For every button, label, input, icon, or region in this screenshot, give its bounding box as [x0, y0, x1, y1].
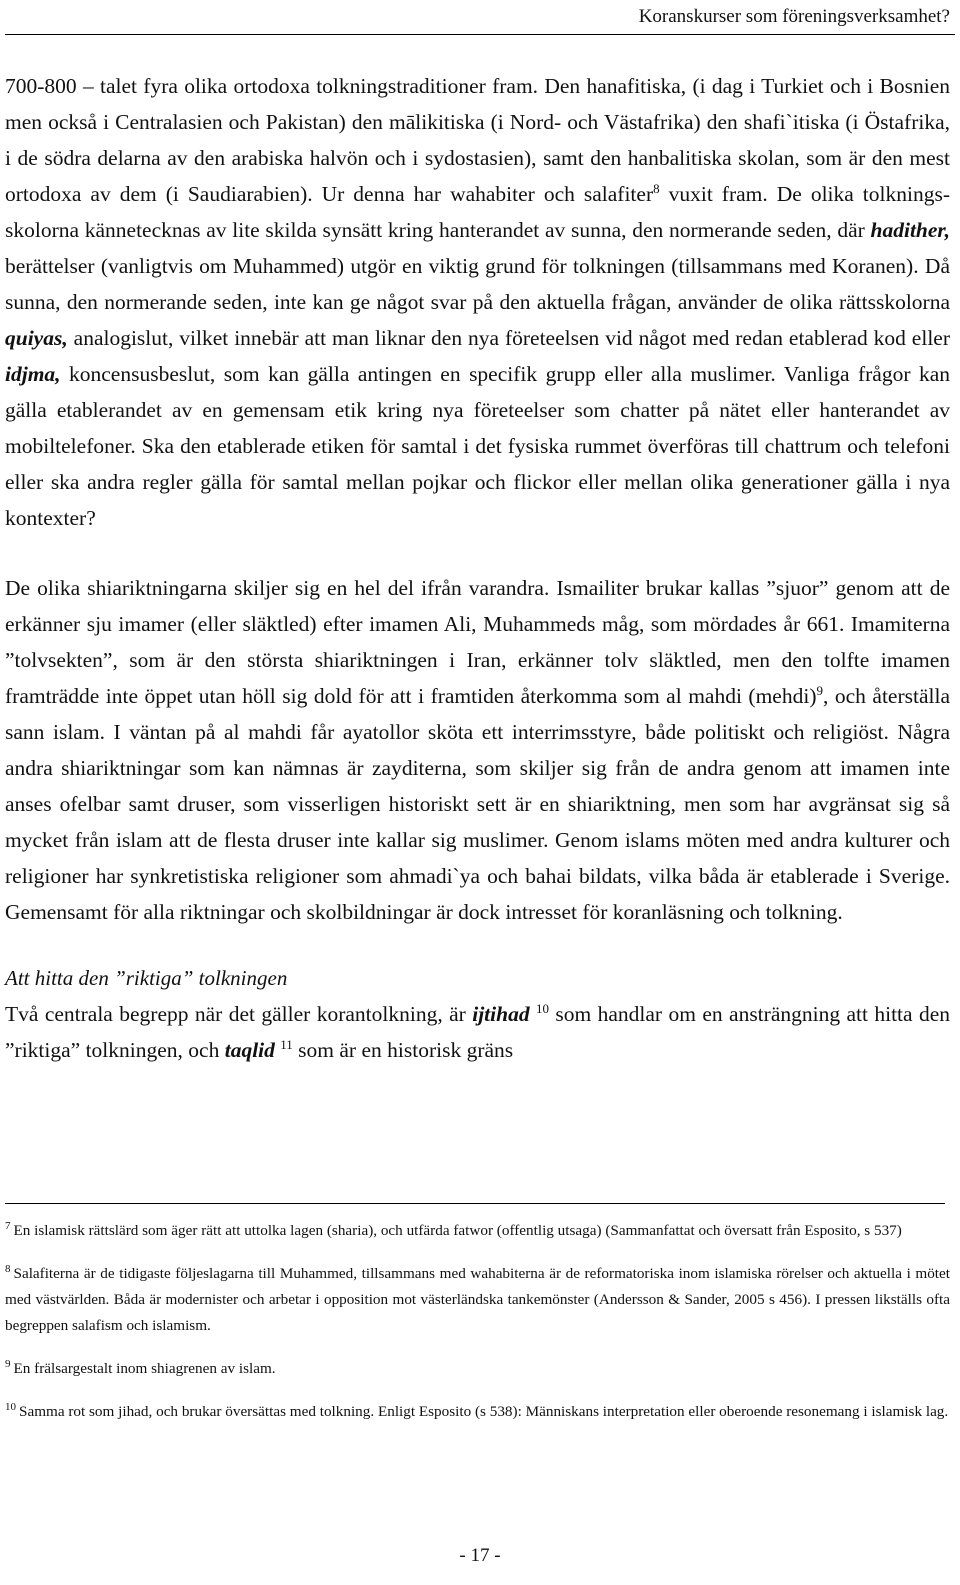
paragraph-2 [5, 570, 950, 930]
text-run: De olika shiariktningarna skiljer sig en hel del ifrån varandra. Ismailiter brukar kallas ”sjuor” genom att de erkänner sju imamer (eller släktled) efter imamen Ali, Muhammeds måg, som mördades år 661. Imamiterna ”tolvsekten”, som är den största shiariktningen i Iran, erkänner tolv släktled, men den tolfte imamen framträdde inte öppet utan höll sig dold för att i framtiden återkomma som al mahdi (mehdi) [5, 576, 950, 708]
paragraph-gap [5, 536, 950, 570]
term-hadither: hadither, [870, 218, 950, 242]
header-rule [5, 34, 955, 35]
footnote-10 [5, 1399, 950, 1425]
text-run: som är en historisk gräns [292, 1038, 514, 1062]
running-header: Koranskurser som föreningsverksamhet? [638, 6, 950, 27]
footnote-number: 9 [5, 1357, 11, 1370]
footnote-number: 10 [5, 1400, 16, 1413]
footnote-number: 8 [5, 1262, 11, 1275]
footnote-text: En frälsargestalt inom shiagrenen av islam. [13, 1360, 276, 1377]
term-ijtihad: ijtihad [472, 1002, 530, 1026]
footnote-9 [5, 1356, 950, 1382]
footnote-text: En islamisk rättslärd som äger rätt att uttolka lagen (sharia), och utfärda fatwor (offentlig utsaga) (Sammanfattat och översatt från Esposito, s 537) [13, 1222, 902, 1239]
text-run: analogislut, vilket innebär att man liknar den nya företeelsen vid något med redan etablerad kod eller [67, 326, 950, 350]
footnote-7 [5, 1218, 950, 1244]
text-run: koncensusbeslut, som kan gälla antingen en specifik grupp eller alla muslimer. Vanliga frågor kan gälla etablerandet av en gemensam etik kring nya företeelser som chatter på nätet eller hanterandet av mobiltelefoner. Ska den etablerade etiken för samtal i det fysiska rummet överföras till chattrum och telefoni eller ska andra regler gälla för samtal mellan pojkar och flickor eller mellan olika generationer gälla i nya kontexter? [5, 362, 950, 530]
footnote-text: Salafiterna är de tidigaste följeslagarna till Muhammed, tillsammans med wahabiterna är de reformatoriska inom islamiska rörelser och aktuella i mötet med västvärlden. Båda är modernister och arbetar i opposition mot västerländska tankemönster (Andersson & Sander, 2005 s 456). I pressen likställs ofta begreppen salafism och islamism. [5, 1265, 950, 1334]
page-number: - 17 - [459, 1545, 501, 1566]
section-heading: Att hitta den ”riktiga” tolkningen [5, 966, 288, 990]
text-run: 700-800 – talet fyra olika ortodoxa tolkningstraditioner fram. Den hanafitiska, (i dag i Turkiet och i Bosnien men också i Centralasien och Pakistan) den mālikitiska (i Nord- och Västafrika) den shafi`itiska (i Östafrika, i de södra delarna av den arabiska halvön och i sydostasien), samt den hanbalitiska skolan, som är den mest ortodoxa av dem (i Saudiarabien). Ur denna har wahabiter och salafiter [5, 74, 950, 206]
term-taqlid: taqlid [224, 1038, 275, 1062]
text-run: vuxit fram. De olika tolknings-skolorna kännetecknas av lite skilda synsätt kring hanterandet av sunna, den normerande seden, där [5, 182, 950, 242]
paragraph-3 [5, 996, 950, 1068]
term-idjma: idjma, [5, 362, 61, 386]
footnote-ref-11: 11 [280, 1036, 293, 1052]
term-quiyas: quiyas, [5, 326, 68, 350]
footnote-ref-8: 8 [653, 180, 660, 196]
text-run: Två centrala begrepp när det gäller korantolkning, är [5, 1002, 473, 1026]
footnote-8 [5, 1261, 950, 1339]
footnote-number: 7 [5, 1219, 11, 1232]
footnote-text: Samma rot som jihad, och brukar översättas med tolkning. Enligt Esposito (s 538): Människans interpretation eller oberoende resonemang i islamisk lag. [19, 1403, 949, 1420]
footnotes [5, 1218, 950, 1442]
text-run: berättelser (vanligtvis om Muhammed) utgör en viktig grund för tolkningen (tillsammans med Koranen). Då sunna, den normerande seden, inte kan ge något svar på den aktuella frågan, använder de olika rättsskolorna [5, 254, 950, 314]
body-text [5, 68, 950, 1068]
text-run: som handlar om en ansträngning att hitta den ”riktiga” tolkningen, och [5, 1002, 951, 1062]
footnote-rule [5, 1203, 945, 1204]
footnote-ref-9: 9 [816, 682, 823, 698]
paragraph-1 [5, 68, 950, 536]
text-run: , och återställa sann islam. I väntan på al mahdi får ayatollor sköta ett interrimsstyre, både politiskt och religiöst. Några andra shiariktningar som kan nämnas är zayditerna, som skiljer sig från de andra genom att imamen inte anses ofelbar samt druser, som visserligen historiskt sett är en shiariktning, men som har avgränsat sig så mycket från islam att de flesta druser inte kallar sig muslimer. Genom islams möten med andra kulturer och religioner har synkretistiska religioner som ahmadi`ya och bahai bildats, vilka båda är etablerade i Sverige. Gemensamt för alla riktningar och skolbildningar är dock intresset för koranläsning och tolkning. [5, 684, 950, 924]
footnote-ref-10: 10 [535, 1000, 549, 1016]
